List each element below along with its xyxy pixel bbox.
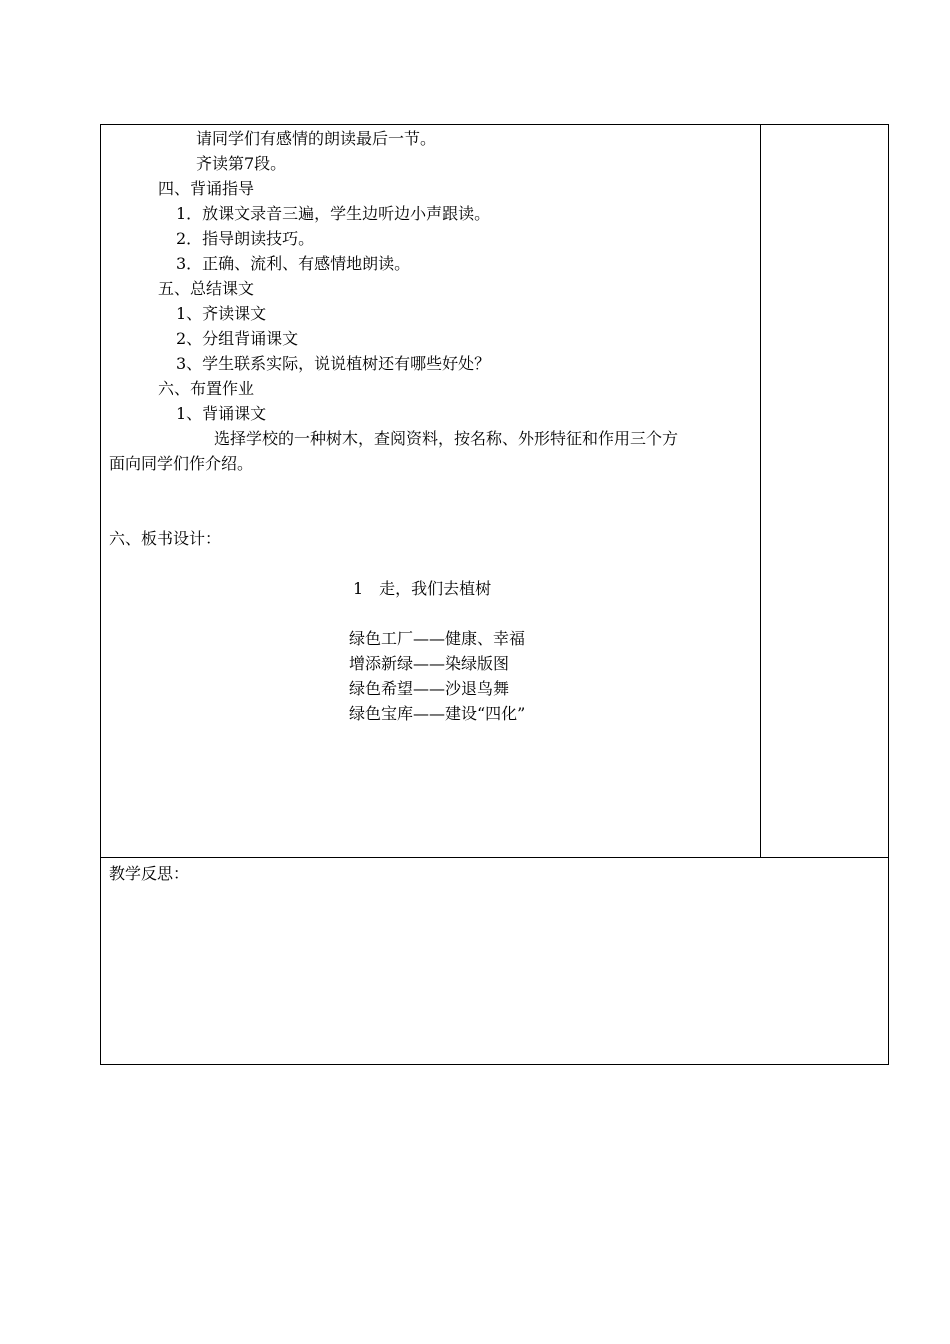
section-heading: 六、布置作业 xyxy=(158,379,255,398)
board-item: 绿色希望——沙退鸟舞 xyxy=(349,679,510,698)
lesson-line: 2、分组背诵课文 xyxy=(176,329,299,348)
lesson-line: 1．放课文录音三遍，学生边听边小声跟读。 xyxy=(176,204,491,223)
lesson-line: 2．指导朗读技巧。 xyxy=(176,229,315,248)
section-heading: 五、总结课文 xyxy=(158,279,255,298)
lesson-line: 3、学生联系实际，说说植树还有哪些好处？ xyxy=(176,354,491,373)
board-item: 绿色工厂——健康、幸福 xyxy=(349,629,526,648)
reflection-heading: 教学反思： xyxy=(109,864,190,883)
lesson-line: 面向同学们作介绍。 xyxy=(109,454,254,473)
row-divider xyxy=(100,857,889,858)
lesson-line: 齐读第7段。 xyxy=(196,154,287,173)
section-heading: 四、背诵指导 xyxy=(158,179,255,198)
lesson-line: 选择学校的一种树木，查阅资料，按名称、外形特征和作用三个方 xyxy=(214,429,679,448)
lesson-line: 1、齐读课文 xyxy=(176,304,267,323)
lesson-line: 3．正确、流利、有感情地朗读。 xyxy=(176,254,411,273)
lesson-line: 1、背诵课文 xyxy=(176,404,267,423)
lesson-line: 请同学们有感情的朗读最后一节。 xyxy=(196,129,437,148)
column-divider xyxy=(760,124,761,857)
board-heading: 六、板书设计： xyxy=(109,529,222,548)
board-item: 绿色宝库——建设“四化” xyxy=(349,704,526,723)
board-title: 1 走，我们去植树 xyxy=(353,579,492,598)
board-item: 增添新绿——染绿版图 xyxy=(349,654,510,673)
